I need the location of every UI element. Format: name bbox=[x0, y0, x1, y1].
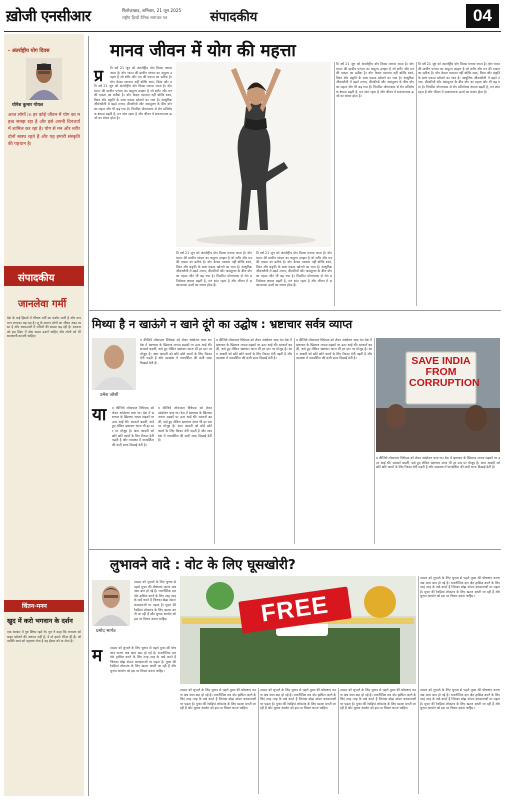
column-rule bbox=[338, 688, 339, 794]
tagline: राष्ट्रीय हिन्दी दैनिक समाचार पत्र bbox=[122, 15, 168, 20]
editorial-body: देश के कई हिस्सों में भीषण गर्मी का प्रकोप जारी है और तापमान लगातार बढ़ रहा है। लू के कारण लोगों का जीवन अस्त व्यस्त है और अस्पतालों में मरीजों की संख्या बढ़ रही है। सरकार को इस दिशा में ठोस कदम उठाने चाहिए और लोगों को भी सावधानी बरतनी चाहिए। bbox=[7, 316, 81, 339]
article2-col2: द कीजिये लोकपाल विधेयक को लेकर आंदोलन चला था। देश में भ्रष्टाचार के खिलाफ जनता सड़कों पर उतर आई थी। सरकारें बदलीं, वादे हुए लेकिन भ्रष्टाचार आज भी हर स्तर पर मौजूद है। आम आदमी को छोटे छोटे कामों के लिए रिश्वत देनी पड़ती है और व्यवस्था में पारदर्शिता की कमी साफ दिखाई देती है। bbox=[158, 406, 212, 443]
author-name: योगेश कुमार गोयल bbox=[12, 103, 44, 108]
sidebar-intro: आज लोगों in हर कोई जीवन में योग का महत्व समझ रहा है और इसे अपनी दिनचर्या में शामिल कर रहा है। योग से मन और शरीर दोनों स्वस्थ रहते हैं और यह हमारी संस्कृति की पहचान है। bbox=[8, 113, 80, 147]
column-rule bbox=[294, 338, 295, 544]
chintan-body: एक आश्रम में गुरु शिष्य रहते थे। गुरु ने कहा कि भगवान को बाहर खोजने की जरूरत नहीं है, वे तो हमारे भीतर ही हैं। जो व्यक्ति स्वयं को पहचान लेता है वह ईश्वर को पा लेता है। bbox=[7, 630, 81, 644]
column-rule bbox=[88, 36, 89, 796]
article2-col3: द कीजिये लोकपाल विधेयक को लेकर आंदोलन चला था। देश में भ्रष्टाचार के खिलाफ जनता सड़कों पर उतर आई थी। सरकारें बदलीं, वादे हुए लेकिन भ्रष्टाचार आज भी हर स्तर पर मौजूद है। आम आदमी को छोटे छोटे कामों के लिए रिश्वत देनी पड़ती है और व्यवस्था में पारदर्शिता की कमी साफ दिखाई देती है। bbox=[216, 338, 292, 361]
article1-dropcap-box bbox=[94, 66, 108, 85]
article3-col1-b: तदाता को लुभाने के लिए चुनाव से पहले मुफ्त की घोषणाएं करना अब आम बात हो गई है। राजनीतिक दल वोट हासिल करने के लिए तरह तरह के वादे करते हैं जिनका बोझ अंततः करदाताओं पर पड़ता है। मुफ्त की रेवड़ियां लोकतंत्र के लिए खतरा बनती जा रही हैं और चुनाव आयोग को इस पर विचार करना चाहिए। bbox=[110, 646, 176, 673]
author-portrait-icon bbox=[26, 58, 62, 100]
article3-col3: तदाता को लुभाने के लिए चुनाव से पहले मुफ्त की घोषणाएं करना अब आम बात हो गई है। राजनीतिक दल वोट हासिल करने के लिए तरह तरह के वादे करते हैं जिनका बोझ अंततः करदाताओं पर पड़ता है। मुफ्त की रेवड़ियां लोकतंत्र के लिए खतरा बनती जा रही हैं और चुनाव आयोग को इस पर विचार करना चाहिए। bbox=[260, 688, 336, 711]
editorial-headline: जानलेवा गर्मी bbox=[18, 299, 67, 310]
freebies-banner-text: FREE bbox=[259, 591, 331, 628]
article2-dropcap: या bbox=[92, 405, 107, 425]
article2-col1-b: द कीजिये लोकपाल विधेयक को लेकर आंदोलन चला था। देश में भ्रष्टाचार के खिलाफ जनता सड़कों पर उतर आई थी। सरकारें बदलीं, वादे हुए लेकिन भ्रष्टाचार आज भी हर स्तर पर मौजूद है। आम आदमी को छोटे छोटे कामों के लिए रिश्वत देनी पड़ती है और व्यवस्था में पारदर्शिता की कमी साफ दिखाई देती है। bbox=[112, 406, 154, 447]
article3-col5: तदाता को लुभाने के लिए चुनाव से पहले मुफ्त की घोषणाएं करना अब आम बात हो गई है। राजनीतिक दल वोट हासिल करने के लिए तरह तरह के वादे करते हैं जिनका बोझ अंततः करदाताओं पर पड़ता है। मुफ्त की रेवड़ियां लोकतंत्र के लिए खतरा बनती जा रही हैं और चुनाव आयोग को इस पर विचार करना चाहिए। bbox=[420, 688, 500, 711]
editorial-label: संपादकीय bbox=[18, 273, 55, 284]
article3-col2: तदाता को लुभाने के लिए चुनाव से पहले मुफ्त की घोषणाएं करना अब आम बात हो गई है। राजनीतिक दल वोट हासिल करने के लिए तरह तरह के वादे करते हैं जिनका बोझ अंततः करदाताओं पर पड़ता है। मुफ्त की रेवड़ियां लोकतंत्र के लिए खतरा बनती जा रही हैं और चुनाव आयोग को इस पर विचार करना चाहिए। bbox=[180, 688, 256, 711]
masthead-rule bbox=[4, 31, 501, 32]
article2-dropcap-box bbox=[92, 405, 110, 423]
article1-col3: ति वर्ष 21 जून को अंतर्राष्ट्रीय योग दिवस मनाया जाता है। योग भारत की प्राचीन परंपरा का अमूल्य उपहार है जो शरीर और मन की एकता का प्रतीक है। योग केवल व्यायाम नहीं बल्कि स्वयं, विश्व और प्रकृति के साथ एकत्व खोजने का भाव है। आधुनिक जीवनशैली में बढ़ते तनाव, बीमारियों और असंतुलन के बीच योग का महत्व और भी बढ़ गया है। नियमित योगाभ्यास से रोग प्रतिरोधक क्षमता बढ़ती है, मन शांत रहता है और जीवन में सकारात्मक ऊर्जा का संचार होता है। bbox=[256, 251, 332, 288]
article1-col1: ति वर्ष 21 जून को अंतर्राष्ट्रीय योग दिवस मनाया जाता है। योग भारत की प्राचीन परंपरा का अमूल्य उपहार है जो शरीर और मन की एकता का प्रतीक है। योग केवल व्यायाम नहीं बल्कि स्वयं, विश्व और प्रकृति के साथ एकत्व खोजने का भाव है। आधुनिक जीवनशैली में बढ़ते तनाव, बीमारियों और असंतुलन के बीच योग का महत्व और भी बढ़ गया है। नियमित योगाभ्यास से रोग प्रतिरोधक क्षमता बढ़ती है, मन शांत रहता है और जीवन में सकारात्मक ऊर्जा का संचार होता है। bbox=[94, 84, 172, 121]
masthead bbox=[0, 0, 505, 34]
author-portrait-icon bbox=[92, 580, 130, 626]
article2-author-photo bbox=[92, 338, 136, 390]
article2-author: उमेश जोशी bbox=[100, 393, 119, 398]
yoga-day-label: - अंतर्राष्ट्रीय योग दिवस bbox=[8, 48, 50, 54]
column-rule bbox=[214, 338, 215, 544]
article3-author-photo bbox=[92, 580, 130, 626]
article3-headline: लुभावने वादे : वोट के लिए घूसखोरी? bbox=[110, 557, 296, 573]
section-title: संपादकीय bbox=[210, 10, 258, 25]
left-sidebar bbox=[4, 34, 84, 796]
freebies-photo bbox=[180, 576, 416, 684]
article3-dropcap: म bbox=[92, 646, 103, 666]
column-rule bbox=[416, 62, 417, 306]
article2-bottom-rule bbox=[88, 549, 501, 550]
article2-headline: मिथ्या है न खाऊंगे न खाने दूंगे का उद्घोष : भ्रष्टाचार सर्वत्र व्याप्त bbox=[92, 318, 353, 331]
article1-dropcap: प्र bbox=[94, 66, 104, 85]
article3-author: प्रमोद भार्गव bbox=[96, 629, 116, 634]
article1-col1-lead: ति वर्ष 21 जून को अंतर्राष्ट्रीय योग दिवस मनाया जाता है। योग भारत की प्राचीन परंपरा का अमूल्य उपहार है जो शरीर और मन की एकता का प्रतीक है। योग केवल व्यायाम नहीं बल्कि स्वयं, विश्व और प्र bbox=[110, 66, 172, 84]
yoga-photo bbox=[176, 62, 331, 247]
article1-col4: ति वर्ष 21 जून को अंतर्राष्ट्रीय योग दिवस मनाया जाता है। योग भारत की प्राचीन परंपरा का अमूल्य उपहार है जो शरीर और मन की एकता का प्रतीक है। योग केवल व्यायाम नहीं बल्कि स्वयं, विश्व और प्रकृति के साथ एकत्व खोजने का भाव है। आधुनिक जीवनशैली में बढ़ते तनाव, बीमारियों और असंतुलन के बीच योग का महत्व और भी बढ़ गया है। नियमित योगाभ्यास से रोग प्रतिरोधक क्षमता बढ़ती है, मन शांत रहता है और जीवन में सकारात्मक ऊर्जा का संचार होता है। bbox=[336, 62, 414, 99]
article1-col2: ति वर्ष 21 जून को अंतर्राष्ट्रीय योग दिवस मनाया जाता है। योग भारत की प्राचीन परंपरा का अमूल्य उपहार है जो शरीर और मन की एकता का प्रतीक है। योग केवल व्यायाम नहीं बल्कि स्वयं, विश्व और प्रकृति के साथ एकत्व खोजने का भाव है। आधुनिक जीवनशैली में बढ़ते तनाव, बीमारियों और असंतुलन के बीच योग का महत्व और भी बढ़ गया है। नियमित योगाभ्यास से रोग प्रतिरोधक क्षमता बढ़ती है, मन शांत रहता है और जीवन में सकारात्मक ऊर्जा का संचार होता है। bbox=[176, 251, 252, 288]
chintan-label: चिंतन-मनन bbox=[22, 603, 47, 610]
article3-col4: तदाता को लुभाने के लिए चुनाव से पहले मुफ्त की घोषणाएं करना अब आम बात हो गई है। राजनीतिक दल वोट हासिल करने के लिए तरह तरह के वादे करते हैं जिनका बोझ अंततः करदाताओं पर पड़ता है। मुफ्त की रेवड़ियां लोकतंत्र के लिए खतरा बनती जा रही हैं और चुनाव आयोग को इस पर विचार करना चाहिए। bbox=[340, 688, 416, 711]
column-rule bbox=[258, 688, 259, 794]
dateline: फिरोज़ाबाद, शनिवार, 21 जून 2025 bbox=[122, 9, 182, 14]
author-photo bbox=[26, 58, 62, 100]
yoga-pose-illustration bbox=[176, 62, 331, 247]
article2-col4: द कीजिये लोकपाल विधेयक को लेकर आंदोलन चला था। देश में भ्रष्टाचार के खिलाफ जनता सड़कों पर उतर आई थी। सरकारें बदलीं, वादे हुए लेकिन भ्रष्टाचार आज भी हर स्तर पर मौजूद है। आम आदमी को छोटे छोटे कामों के लिए रिश्वत देनी पड़ती है और व्यवस्था में पारदर्शिता की कमी साफ दिखाई देती है। bbox=[296, 338, 372, 361]
column-rule bbox=[374, 338, 375, 544]
author-portrait-icon bbox=[92, 338, 136, 390]
freebies-illustration bbox=[180, 576, 416, 684]
article3-dropcap-box bbox=[92, 646, 108, 664]
article1-headline: मानव जीवन में योग की महत्ता bbox=[110, 41, 296, 61]
article3-col-right-top: तदाता को लुभाने के लिए चुनाव से पहले मुफ्त की घोषणाएं करना अब आम बात हो गई है। राजनीतिक दल वोट हासिल करने के लिए तरह तरह के वादे करते हैं जिनका बोझ अंततः करदाताओं पर पड़ता है। मुफ्त की रेवड़ियां लोकतंत्र के लिए खतरा बनती जा रही हैं और चुनाव आयोग को इस पर विचार करना चाहिए। bbox=[420, 576, 500, 599]
brand-logo: ख़ोजी एनसीआर bbox=[6, 7, 91, 25]
article3-col1-a: तदाता को लुभाने के लिए चुनाव से पहले मुफ्त की घोषणाएं करना अब आम बात हो गई है। राजनीतिक दल वोट हासिल करने के लिए तरह तरह के वादे करते हैं जिनका बोझ अंततः करदाताओं पर पड़ता है। मुफ्त की रेवड़ियां लोकतंत्र के लिए खतरा बनती जा रही हैं और चुनाव आयोग को इस पर विचार करना चाहिए। bbox=[134, 580, 176, 621]
page-number: 04 bbox=[466, 4, 499, 28]
corruption-placard-text: SAVE INDIA FROM CORRUPTION bbox=[409, 355, 480, 389]
corruption-photo bbox=[376, 338, 500, 452]
article1-col5: ति वर्ष 21 जून को अंतर्राष्ट्रीय योग दिवस मनाया जाता है। योग भारत की प्राचीन परंपरा का अमूल्य उपहार है जो शरीर और मन की एकता का प्रतीक है। योग केवल व्यायाम नहीं बल्कि स्वयं, विश्व और प्रकृति के साथ एकत्व खोजने का भाव है। आधुनिक जीवनशैली में बढ़ते तनाव, बीमारियों और असंतुलन के बीच योग का महत्व और भी बढ़ गया है। नियमित योगाभ्यास से रोग प्रतिरोधक क्षमता बढ़ती है, मन शांत रहता है और जीवन में सकारात्मक ऊर्जा का संचार होता है। bbox=[418, 62, 500, 94]
column-rule bbox=[334, 62, 335, 306]
column-rule bbox=[418, 576, 419, 794]
article2-col1-a: द कीजिये लोकपाल विधेयक को लेकर आंदोलन चला था। देश में भ्रष्टाचार के खिलाफ जनता सड़कों पर उतर आई थी। सरकारें बदलीं, वादे हुए लेकिन भ्रष्टाचार आज भी हर स्तर पर मौजूद है। आम आदमी को छोटे छोटे कामों के लिए रिश्वत देनी पड़ती है और व्यवस्था में पारदर्शिता की कमी साफ दिखाई देती है। bbox=[140, 338, 212, 365]
article2-col5: द कीजिये लोकपाल विधेयक को लेकर आंदोलन चला था। देश में भ्रष्टाचार के खिलाफ जनता सड़कों पर उतर आई थी। सरकारें बदलीं, वादे हुए लेकिन भ्रष्टाचार आज भी हर स्तर पर मौजूद है। आम आदमी को छोटे छोटे कामों के लिए रिश्वत देनी पड़ती है और व्यवस्था में पारदर्शिता की कमी साफ दिखाई देती है। bbox=[376, 456, 500, 470]
article1-bottom-rule bbox=[88, 310, 501, 311]
chintan-headline: खुद में करो भगवान के दर्शन bbox=[7, 617, 73, 625]
